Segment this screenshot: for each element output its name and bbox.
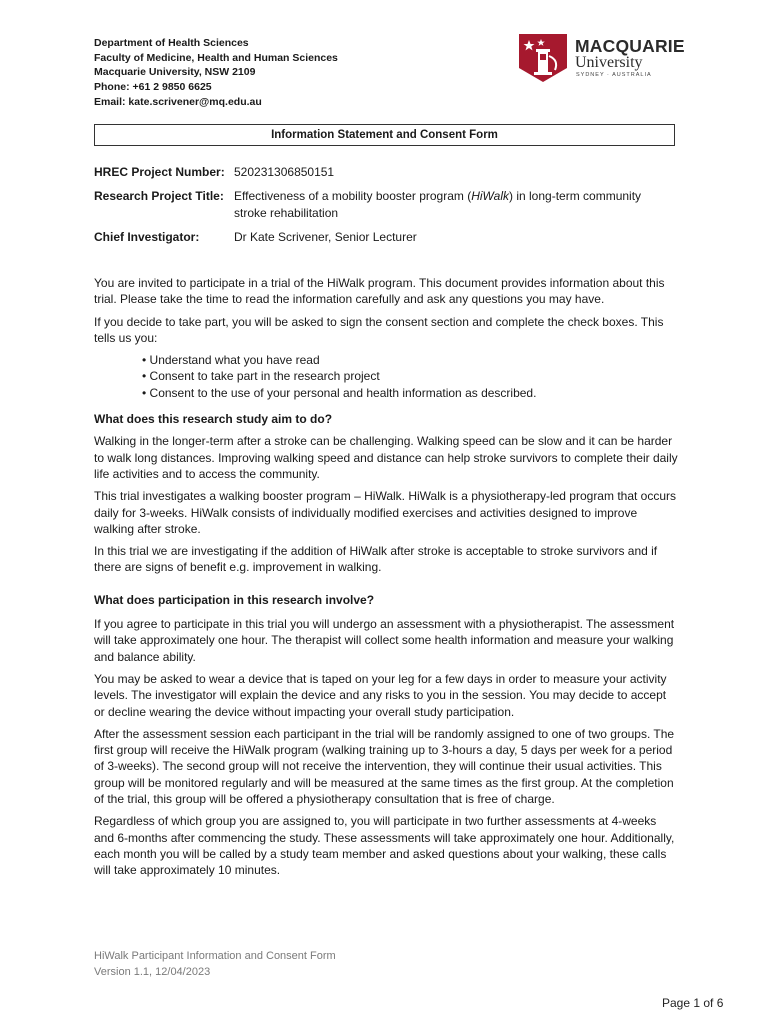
- department: Department of Health Sciences: [94, 37, 249, 49]
- form-title: Information Statement and Consent Form: [94, 124, 675, 146]
- macquarie-logo: [519, 34, 689, 84]
- involve-paragraph-3: After the assessment session each participant in the trial will be randomly assigned to one of two groups. The first group will receive the HiWalk program (walking training up to 3-hours a day, 5 days per week for a period of 3-weeks). The second group will not receive the intervention, they will continue their usual activities. This group will be monitored regularly and will be measured at the same times as the first group. At the completion of the trial, this group will be offered a physiotherapy consultation that is free of charge.: [94, 726, 675, 807]
- project-title-value: Effectiveness of a mobility booster program (HiWalk) in long-term community stroke rehabilitation: [234, 189, 642, 220]
- chief-investigator-label: Chief Investigator:: [94, 230, 200, 244]
- document-body: [94, 275, 679, 885]
- intro-paragraph-2: If you decide to take part, you will be asked to sign the consent section and complete the check boxes. This tells us you:: [94, 314, 664, 345]
- crest-icon: [519, 34, 567, 82]
- aim-heading: What does this research study aim to do?: [94, 412, 333, 427]
- involve-paragraph-1: If you agree to participate in this trial you will undergo an assessment with a physiotherapist. The assessment will take approximately one hour. The therapist will collect some health information and measure your walking and balance ability.: [94, 617, 675, 664]
- involve-paragraph-2: You may be asked to wear a device that is taped on your leg for a few days in order to measure your activity levels. The investigator will explain the device and any risks to you in the session. You may decide to accept or decline wearing the device without impacting your overall study participation.: [94, 671, 667, 719]
- email: Email: kate.scrivener@mq.edu.au: [94, 95, 262, 108]
- involve-paragraph-4: Regardless of which group you are assigned to, you will participate in two further assessments at 4-weeks and 6-months after commencing the study. These assessments will take approximately one hour. Additionally, each month you will be called by a study team member and asked questions about your walking, these calls will take approximately 10 minutes.: [94, 814, 675, 878]
- aim-paragraph-1: Walking in the longer-term after a stroke can be challenging. Walking speed can be slow and it can be harder to walk long distances. Improving walking speed and distance can help stroke survivors to complete their daily life activities and to access the community.: [94, 434, 678, 481]
- contact-block: [94, 36, 338, 110]
- footer-doc-name: HiWalk Participant Information and Consent Form: [94, 950, 336, 962]
- intro-paragraph-1: You are invited to participate in a trial of the HiWalk program. This document provides information about this trial. Please take the time to read the information carefully and ask any questions you may have.: [94, 276, 665, 307]
- aim-paragraph-3: In this trial we are investigating if the addition of HiWalk after stroke is acceptable to stroke survivors and if there are signs of benefit e.g. improvement in walking.: [94, 544, 658, 575]
- bullet-item: • Consent to the use of your personal and health information as described.: [142, 385, 537, 400]
- footer: [94, 948, 336, 980]
- faculty: Faculty of Medicine, Health and Human Sciences: [94, 51, 338, 64]
- hrec-value: 520231306850151: [234, 165, 335, 179]
- consent-bullets: [142, 352, 679, 401]
- logo-wordmark: MACQUARIE: [575, 36, 685, 56]
- page-number: Page 1 of 6: [662, 996, 724, 1010]
- bullet-item: • Understand what you have read: [142, 353, 320, 368]
- involve-heading: What does participation in this research involve?: [94, 592, 375, 607]
- logo-university: University: [575, 54, 643, 71]
- bullet-item: • Consent to take part in the research project: [142, 369, 380, 384]
- hrec-label: HREC Project Number:: [94, 165, 225, 179]
- phone: Phone: +61 2 9850 6625: [94, 81, 212, 94]
- aim-paragraph-2: This trial investigates a walking booster program – HiWalk. HiWalk is a physiotherapy-led program that occurs daily for 3-weeks. HiWalk consists of individually modified exercises and activities designed to improve walking after stroke.: [94, 489, 677, 536]
- logo-location: SYDNEY · AUSTRALIA: [576, 72, 652, 78]
- chief-investigator-value: Dr Kate Scrivener, Senior Lecturer: [234, 230, 417, 244]
- university-address: Macquarie University, NSW 2109: [94, 66, 256, 79]
- footer-version: Version 1.1, 12/04/2023: [94, 966, 211, 978]
- project-title-label: Research Project Title:: [94, 189, 224, 203]
